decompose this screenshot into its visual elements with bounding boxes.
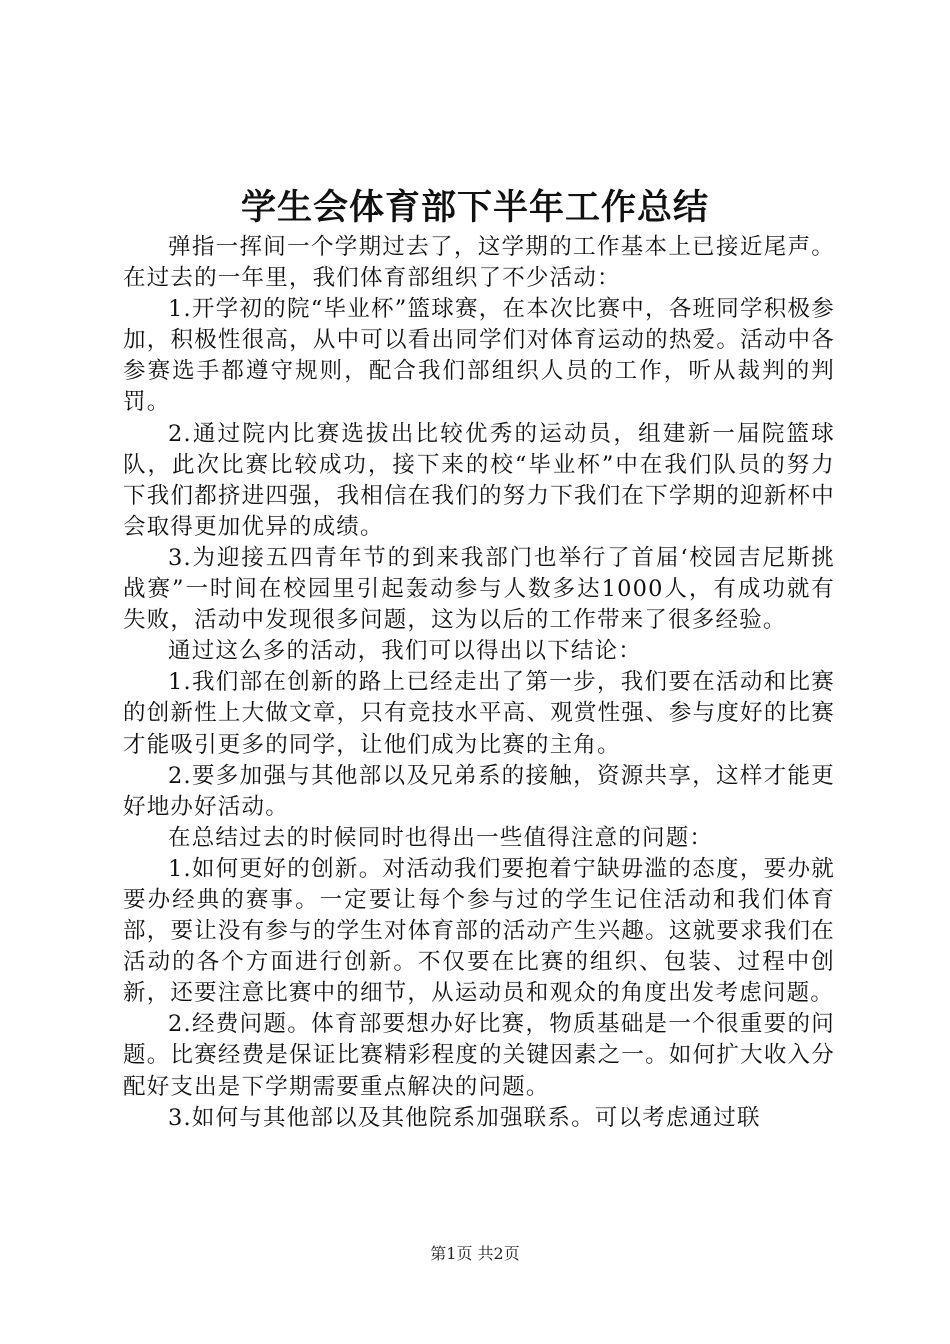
paragraph-conclusion-2: 2.要多加强与其他部以及兄弟系的接触，资源共享，这样才能更好地办好活动。 (123, 762, 835, 820)
document-body (123, 232, 835, 1134)
page-footer: 第1页 共2页 (430, 1244, 520, 1263)
paragraph-activity-1: 1.开学初的院“毕业杯”篮球赛，在本次比赛中，各班同学积极参加，积极性很高，从中可以看出同学们对体育运动的热爱。活动中各参赛选手都遵守规则，配合我们部组织人员的工作，听从裁判的判罚。 (123, 296, 835, 416)
paragraph-conclusion-intro: 通过这么多的活动，我们可以得出以下结论： (168, 638, 643, 665)
paragraph-issue-2: 2.经费问题。体育部要想办好比赛，物质基础是一个很重要的问题。比赛经费是保证比赛精彩程度的关键因素之一。如何扩大收入分配好支出是下学期需要重点解决的问题。 (123, 1011, 835, 1100)
paragraph-issue-3: 3.如何与其他部以及其他院系加强联系。可以考虑通过联 (168, 1104, 761, 1131)
paragraph-activity-3: 3.为迎接五四青年节的到来我部门也举行了首届‘校园吉尼斯挑战赛”一时间在校园里引起轰动参与人数多达1000人，有成功就有失败，活动中发现很多问题，这为以后的工作带来了很多经验。 (123, 544, 835, 634)
paragraph-conclusion-1: 1.我们部在创新的路上已经走出了第一步，我们要在活动和比赛的创新性上大做文章，只有竞技水平高、观赏性强、参与度好的比赛才能吸引更多的同学，让他们成为比赛的主角。 (123, 669, 835, 758)
paragraph-issues-intro: 在总结过去的时候同时也得出一些值得注意的问题： (168, 824, 714, 851)
paragraph-activity-2: 2.通过院内比赛选拔出比较优秀的运动员，组建新一届院篮球队，此次比赛比较成功，接下来的校“毕业杯”中在我们队员的努力下我们都挤进四强，我相信在我们的努力下我们在下学期的迎新杯中会取得更加优异的成绩。 (123, 420, 835, 540)
document-title: 学生会体育部下半年工作总结 (240, 187, 709, 228)
paragraph-intro: 弹指一挥间一个学期过去了，这学期的工作基本上已接近尾声。在过去的一年里，我们体育部组织了不少活动： (123, 234, 835, 292)
paragraph-issue-1: 1.如何更好的创新。对活动我们要抱着宁缺毋滥的态度，要办就要办经典的赛事。一定要让每个参与过的学生记住活动和我们体育部，要让没有参与的学生对体育部的活动产生兴趣。这就要求我们在活动的各个方面进行创新。不仅要在比赛的组织、包装、过程中创新，还要注意比赛中的细节，从运动员和观众的角度出发考虑问题。 (123, 855, 835, 1007)
